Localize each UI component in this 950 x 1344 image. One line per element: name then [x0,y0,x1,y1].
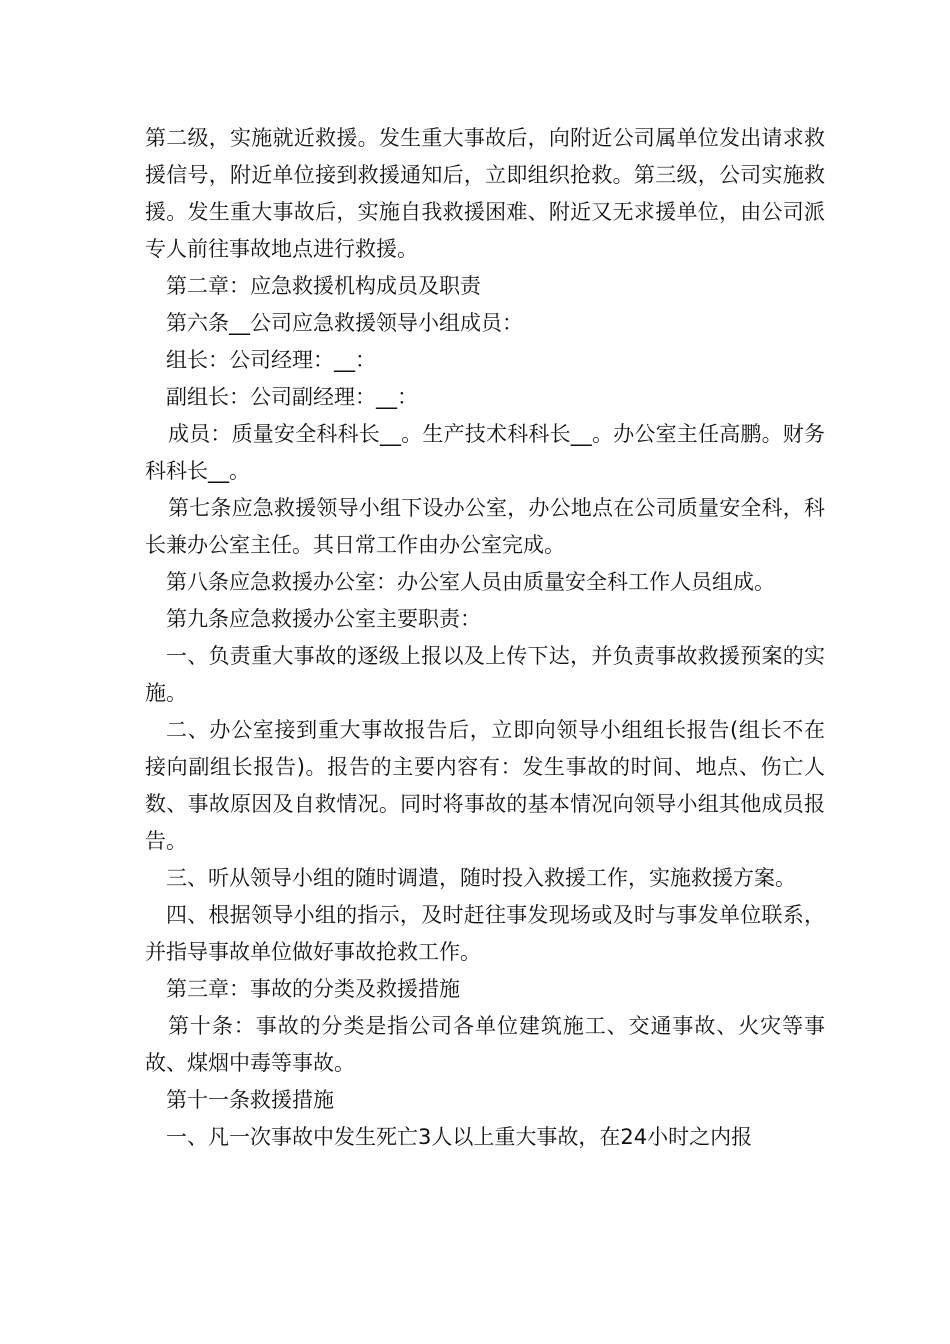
article-6: 第六条__公司应急救援领导小组成员： [166,311,523,335]
duty-item-1: 一、负责重大事故的逐级上报以及上传下达，并负责事故救援预案的实施。 [145,644,825,705]
team-members: 成员：质量安全科科长__。生产技术科科长__。办公室主任高鹏。财务科科长__。 [145,422,825,483]
article-9: 第九条应急救援办公室主要职责： [166,607,481,631]
measure-item-1: 一、凡一次事故中发生死亡3人以上重大事故，在24小时之内报 [166,1125,753,1149]
duty-item-3: 三、听从领导小组的随时调遣，随时投入救援工作，实施救援方案。 [166,866,796,890]
paragraph-rescue-levels: 第二级，实施就近救援。发生重大事故后，向附近公司属单位发出请求救援信号，附近单位接到救援通知后，立即组织抢救。第三级，公司实施救援。发生重大事故后，实施自我救援困难、附近又无求援单位，由公司派专人前往事故地点进行救援。 [145,126,825,261]
chapter-3-heading: 第三章：事故的分类及救援措施 [166,977,460,1001]
deputy-team-leader: 副组长：公司副经理：__： [166,385,418,409]
document-body [145,120,825,1156]
article-7: 第七条应急救援领导小组下设办公室，办公地点在公司质量安全科，科长兼办公室主任。其日常工作由办公室完成。 [145,496,825,557]
duty-item-2: 二、办公室接到重大事故报告后，立即向领导小组组长报告(组长不在接向副组长报告)。报告的主要内容有：发生事故的时间、地点、伤亡人数、事故原因及自救情况。同时将事故的基本情况向领导小组其他成员报告。 [145,718,825,853]
chapter-2-heading: 第二章：应急救援机构成员及职责 [166,274,481,298]
duty-item-4: 四、根据领导小组的指示，及时赶往事发现场或及时与事发单位联系，并指导事故单位做好事故抢救工作。 [145,903,825,964]
article-10: 第十条：事故的分类是指公司各单位建筑施工、交通事故、火灾等事故、煤烟中毒等事故。 [145,1014,825,1075]
team-leader: 组长：公司经理：__： [166,348,376,372]
article-11: 第十一条救援措施 [166,1088,334,1112]
article-8: 第八条应急救援办公室：办公室人员由质量安全科工作人员组成。 [166,570,775,594]
